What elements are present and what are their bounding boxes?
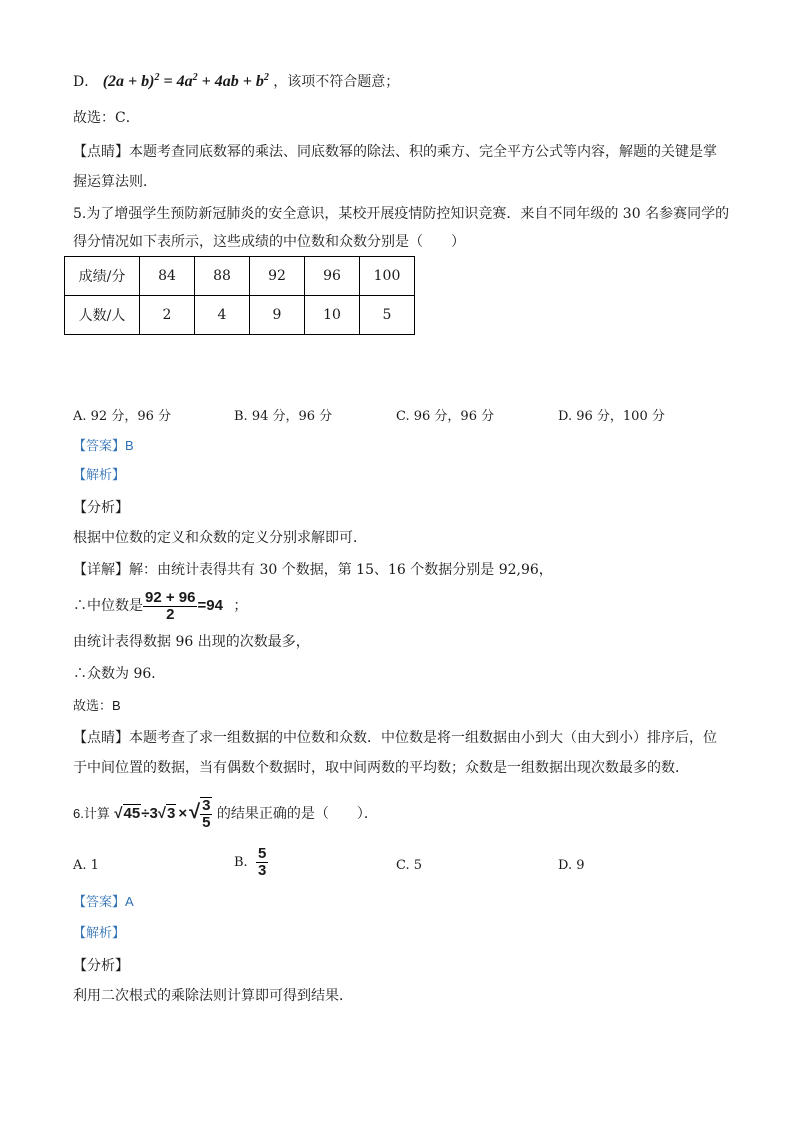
table-cell: 100 bbox=[360, 257, 415, 296]
q6-suffix: 的结果正确的是（ ）． bbox=[216, 806, 378, 822]
q6-answer: 【答案】A bbox=[73, 894, 134, 909]
q6-op-times: × bbox=[178, 805, 188, 822]
option-d-suffix: ，该项不符合题意； bbox=[273, 74, 400, 90]
table-cell: 96 bbox=[305, 257, 360, 296]
q5-option-c: C. 96 分，96 分 bbox=[396, 409, 495, 424]
choice-c-text: 故选：C． bbox=[73, 110, 140, 126]
mode-result: ∴众数为 96． bbox=[73, 666, 166, 682]
table-cell: 88 bbox=[195, 257, 250, 296]
option-d-prefix: D． bbox=[73, 74, 99, 90]
option-d-line bbox=[73, 72, 399, 92]
q6-option-a: A. 1 bbox=[73, 858, 99, 873]
q6-fenxi-heading: 【分析】 bbox=[73, 958, 129, 974]
q5-choice: 故选：B bbox=[73, 698, 121, 713]
sqrt-fraction: √ bbox=[189, 801, 201, 823]
q6-option-b: B. $\frac{5}{3}$ bbox=[234, 845, 267, 879]
median-result: =94 bbox=[197, 597, 223, 614]
q6-prefix: 6.计算 bbox=[73, 806, 110, 821]
sqrt-3: √3 bbox=[157, 805, 176, 822]
table-cell: 4 bbox=[195, 296, 250, 335]
median-fraction: $\frac{92 + 96}{2}$ bbox=[145, 588, 196, 623]
q5-detail-text: 【详解】解：由统计表得共有 30 个数据，第 15、16 个数据分别是 92,96， bbox=[73, 562, 553, 578]
comment-1-line-1: 【点睛】本题考查同底数幂的乘法、同底数幂的除法、积的乘方、完全平方公式等内容，解题的关键是掌 bbox=[73, 144, 717, 160]
table-cell: 84 bbox=[140, 257, 195, 296]
q6-fenxi-text: 利用二次根式的乘除法则计算即可得到结果． bbox=[73, 988, 353, 1004]
question-5-line-2: 得分情况如下表所示，这些成绩的中位数和众数分别是（ ） bbox=[73, 234, 465, 250]
score-table bbox=[64, 256, 415, 335]
q6-analysis-heading: 【解析】 bbox=[73, 926, 126, 941]
q6-op-divide: ÷3 bbox=[141, 805, 158, 822]
q5-option-a: A. 92 分，96 分 bbox=[73, 409, 172, 424]
q6-option-b-fraction: $\frac{5}{3}$ bbox=[257, 845, 267, 879]
table-cell: 成绩/分 bbox=[65, 257, 140, 296]
table-cell: 92 bbox=[250, 257, 305, 296]
q6-option-c: C. 5 bbox=[396, 858, 423, 873]
option-d-formula: $(2a + b)^2 = 4a^2 + 4ab + b^2$ bbox=[102, 72, 269, 90]
table-row bbox=[65, 257, 415, 296]
q6-option-d: D. 9 bbox=[558, 858, 585, 873]
comment-2-line-2: 于中间位置的数据，当有偶数个数据时，取中间两数的平均数；众数是一组数据出现次数最多的数． bbox=[73, 760, 689, 776]
q5-fenxi-heading: 【分析】 bbox=[73, 500, 129, 516]
table-row bbox=[65, 296, 415, 335]
q5-answer: 【答案】B bbox=[73, 438, 134, 453]
sqrt-45: √45 bbox=[114, 805, 141, 822]
mode-text: 由统计表得数据 96 出现的次数最多， bbox=[73, 634, 310, 650]
q5-option-d: D. 96 分，100 分 bbox=[558, 409, 665, 424]
table-cell: 5 bbox=[360, 296, 415, 335]
comment-1-line-2: 握运算法则． bbox=[73, 174, 157, 190]
table-cell: 9 bbox=[250, 296, 305, 335]
q5-option-b: B. 94 分，96 分 bbox=[234, 409, 333, 424]
table-cell: 10 bbox=[305, 296, 360, 335]
question-5-line-1: 5.为了增强学生预防新冠肺炎的安全意识，某校开展疫情防控知识竞赛．来自不同年级的 30 名参赛同学的 bbox=[73, 206, 730, 222]
table-cell: 人数/人 bbox=[65, 296, 140, 335]
median-suffix: ； bbox=[233, 598, 248, 614]
q5-fenxi-text: 根据中位数的定义和众数的定义分别求解即可． bbox=[73, 530, 367, 546]
table-cell: 2 bbox=[140, 296, 195, 335]
median-prefix: ∴中位数是 bbox=[73, 598, 143, 614]
comment-2-line-1: 【点睛】本题考查了求一组数据的中位数和众数．中位数是将一组数据由小到大（由大到小）排序后，位 bbox=[73, 730, 717, 746]
question-6-line bbox=[73, 790, 378, 836]
q5-analysis-heading: 【解析】 bbox=[73, 468, 126, 483]
q6-fraction: $\frac{3}{5}$ bbox=[202, 797, 211, 831]
median-line bbox=[73, 588, 247, 624]
